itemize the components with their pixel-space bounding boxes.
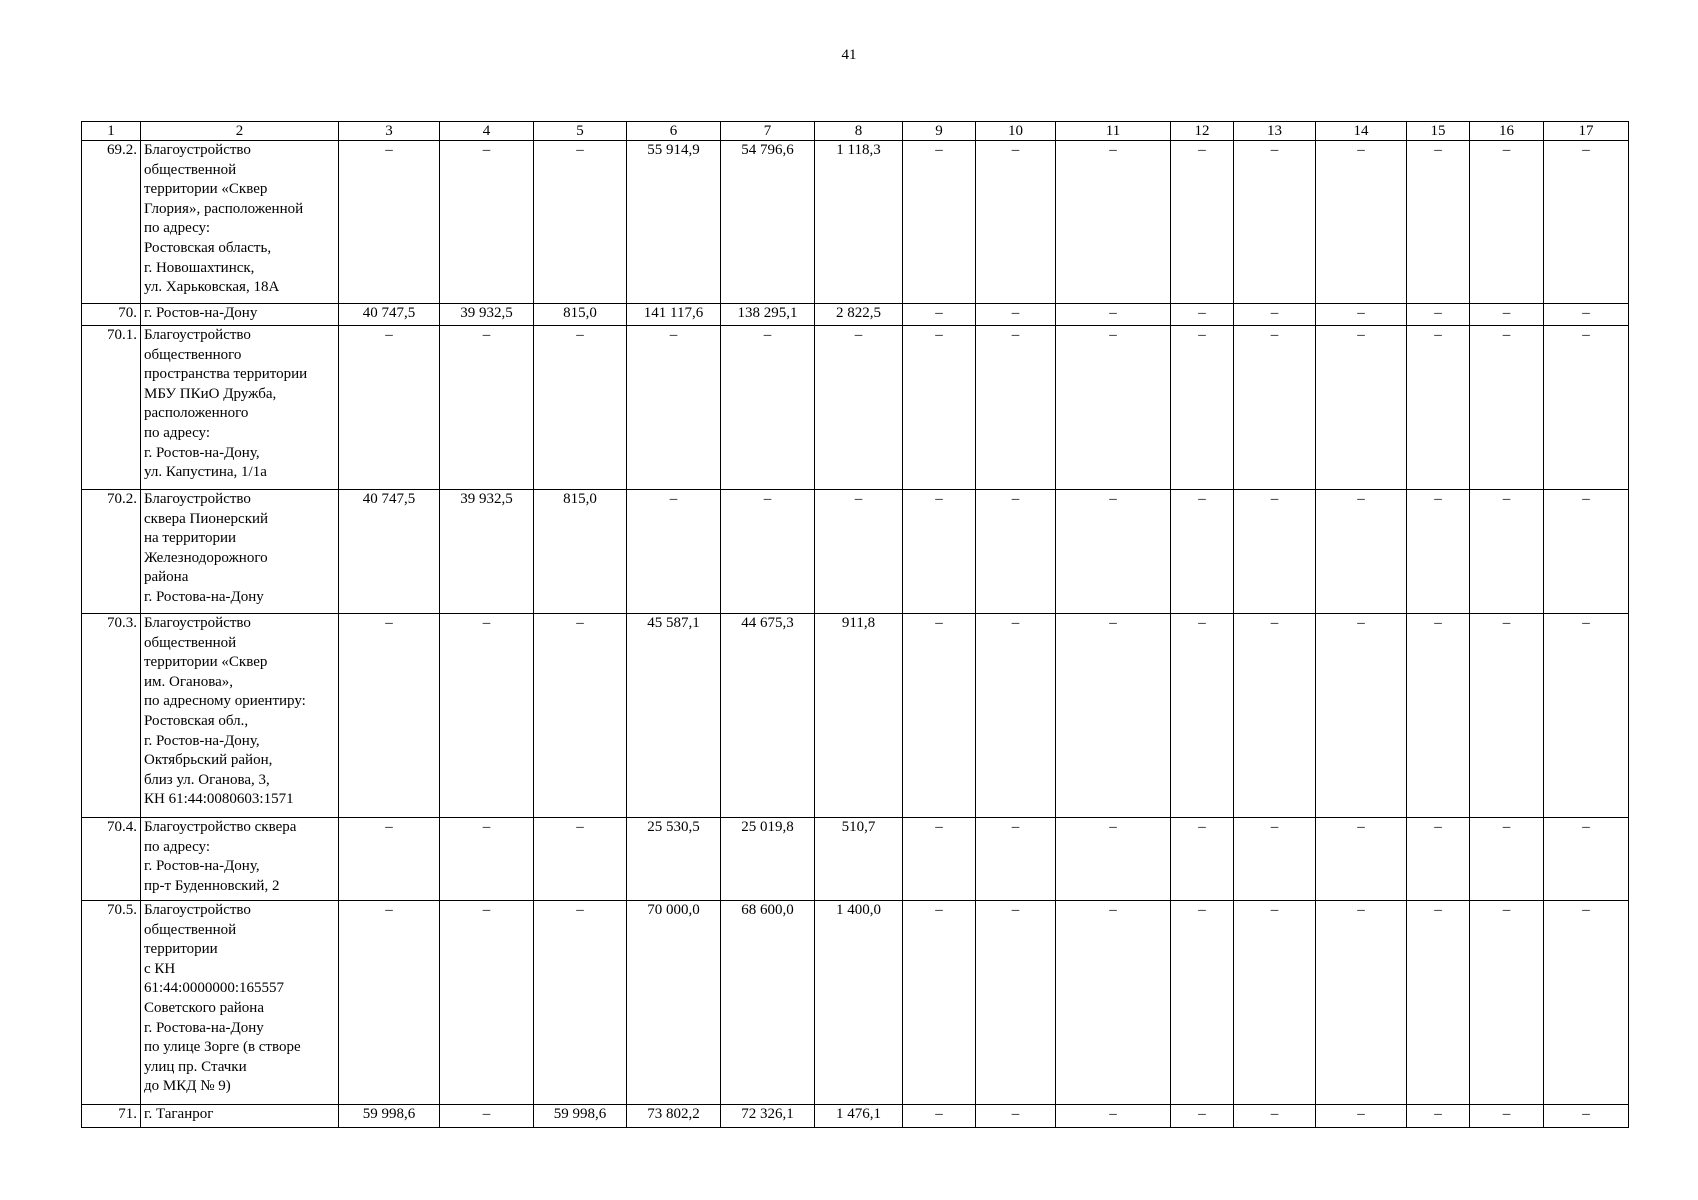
- value-cell-col-12: –: [1171, 326, 1234, 490]
- table-row: [82, 490, 1629, 614]
- table-body: [82, 141, 1629, 1128]
- row-number: 70.5.: [82, 901, 141, 1105]
- value-cell-col-14: –: [1316, 141, 1407, 304]
- row-name: Благоустройство общественной территории «Сквер им. Оганова», по адресному ориентиру: Ростовская обл., г. Ростов-на-Дону, Октябрьский район, близ ул. Оганова, 3, КН 61:44:0080603:1571: [141, 614, 339, 818]
- value-cell-col-4: –: [440, 1105, 534, 1128]
- value-cell-col-8: 911,8: [815, 614, 903, 818]
- value-cell-col-7: 25 019,8: [721, 818, 815, 901]
- value-cell-col-16: –: [1470, 141, 1544, 304]
- value-cell-col-5: –: [534, 326, 627, 490]
- value-cell-col-14: –: [1316, 614, 1407, 818]
- table-row: [82, 1105, 1629, 1128]
- value-cell-col-13: –: [1234, 818, 1316, 901]
- table-row: [82, 818, 1629, 901]
- value-cell-col-11: –: [1056, 326, 1171, 490]
- value-cell-col-14: –: [1316, 818, 1407, 901]
- value-cell-col-16: –: [1470, 326, 1544, 490]
- value-cell-col-17: –: [1544, 818, 1629, 901]
- value-cell-col-17: –: [1544, 1105, 1629, 1128]
- value-cell-col-15: –: [1407, 1105, 1470, 1128]
- value-cell-col-4: 39 932,5: [440, 304, 534, 326]
- column-header: 3: [339, 122, 440, 141]
- value-cell-col-17: –: [1544, 614, 1629, 818]
- value-cell-col-3: –: [339, 901, 440, 1105]
- value-cell-col-15: –: [1407, 901, 1470, 1105]
- value-cell-col-5: –: [534, 818, 627, 901]
- table-row: [82, 614, 1629, 818]
- row-name: Благоустройство сквера Пионерский на территории Железнодорожного района г. Ростова-на-Дону: [141, 490, 339, 614]
- column-header: 2: [141, 122, 339, 141]
- value-cell-col-13: –: [1234, 304, 1316, 326]
- value-cell-col-3: 59 998,6: [339, 1105, 440, 1128]
- value-cell-col-4: –: [440, 326, 534, 490]
- value-cell-col-8: –: [815, 490, 903, 614]
- value-cell-col-13: –: [1234, 614, 1316, 818]
- value-cell-col-12: –: [1171, 818, 1234, 901]
- value-cell-col-9: –: [903, 818, 976, 901]
- value-cell-col-3: –: [339, 614, 440, 818]
- value-cell-col-6: 73 802,2: [627, 1105, 721, 1128]
- value-cell-col-9: –: [903, 304, 976, 326]
- value-cell-col-4: 39 932,5: [440, 490, 534, 614]
- value-cell-col-8: 510,7: [815, 818, 903, 901]
- value-cell-col-6: 70 000,0: [627, 901, 721, 1105]
- value-cell-col-17: –: [1544, 141, 1629, 304]
- column-header: 6: [627, 122, 721, 141]
- value-cell-col-7: 54 796,6: [721, 141, 815, 304]
- row-number: 70.2.: [82, 490, 141, 614]
- column-number-row: [82, 122, 1629, 141]
- value-cell-col-8: 1 118,3: [815, 141, 903, 304]
- value-cell-col-16: –: [1470, 304, 1544, 326]
- budget-table: [81, 121, 1629, 1128]
- column-header: 15: [1407, 122, 1470, 141]
- column-header: 14: [1316, 122, 1407, 141]
- value-cell-col-9: –: [903, 326, 976, 490]
- value-cell-col-12: –: [1171, 901, 1234, 1105]
- value-cell-col-9: –: [903, 1105, 976, 1128]
- value-cell-col-6: 45 587,1: [627, 614, 721, 818]
- value-cell-col-15: –: [1407, 490, 1470, 614]
- value-cell-col-11: –: [1056, 1105, 1171, 1128]
- value-cell-col-16: –: [1470, 901, 1544, 1105]
- value-cell-col-14: –: [1316, 1105, 1407, 1128]
- value-cell-col-14: –: [1316, 326, 1407, 490]
- value-cell-col-15: –: [1407, 304, 1470, 326]
- row-number: 70.4.: [82, 818, 141, 901]
- page-number: 41: [841, 47, 857, 63]
- value-cell-col-6: –: [627, 326, 721, 490]
- value-cell-col-10: –: [976, 490, 1056, 614]
- value-cell-col-7: 68 600,0: [721, 901, 815, 1105]
- value-cell-col-8: –: [815, 326, 903, 490]
- value-cell-col-6: 25 530,5: [627, 818, 721, 901]
- value-cell-col-14: –: [1316, 901, 1407, 1105]
- value-cell-col-11: –: [1056, 141, 1171, 304]
- value-cell-col-11: –: [1056, 490, 1171, 614]
- value-cell-col-15: –: [1407, 326, 1470, 490]
- column-header: 7: [721, 122, 815, 141]
- value-cell-col-11: –: [1056, 818, 1171, 901]
- value-cell-col-4: –: [440, 614, 534, 818]
- value-cell-col-9: –: [903, 490, 976, 614]
- value-cell-col-7: 72 326,1: [721, 1105, 815, 1128]
- value-cell-col-4: –: [440, 141, 534, 304]
- value-cell-col-10: –: [976, 614, 1056, 818]
- value-cell-col-14: –: [1316, 490, 1407, 614]
- value-cell-col-3: 40 747,5: [339, 490, 440, 614]
- value-cell-col-17: –: [1544, 326, 1629, 490]
- row-name: Благоустройство сквера по адресу: г. Ростов-на-Дону, пр-т Буденновский, 2: [141, 818, 339, 901]
- row-name: г. Ростов-на-Дону: [141, 304, 339, 326]
- column-header: 10: [976, 122, 1056, 141]
- value-cell-col-13: –: [1234, 141, 1316, 304]
- column-header: 5: [534, 122, 627, 141]
- column-header: 8: [815, 122, 903, 141]
- value-cell-col-6: –: [627, 490, 721, 614]
- value-cell-col-7: –: [721, 326, 815, 490]
- value-cell-col-16: –: [1470, 1105, 1544, 1128]
- value-cell-col-14: –: [1316, 304, 1407, 326]
- row-number: 71.: [82, 1105, 141, 1128]
- value-cell-col-7: 44 675,3: [721, 614, 815, 818]
- column-header: 17: [1544, 122, 1629, 141]
- value-cell-col-5: –: [534, 901, 627, 1105]
- value-cell-col-15: –: [1407, 141, 1470, 304]
- value-cell-col-13: –: [1234, 326, 1316, 490]
- column-header: 12: [1171, 122, 1234, 141]
- table-row: [82, 326, 1629, 490]
- value-cell-col-13: –: [1234, 490, 1316, 614]
- value-cell-col-11: –: [1056, 614, 1171, 818]
- row-name: Благоустройство общественной территории «Сквер Глория», расположенной по адресу: Ростовская область, г. Новошахтинск, ул. Харьковская, 18А: [141, 141, 339, 304]
- value-cell-col-16: –: [1470, 490, 1544, 614]
- value-cell-col-17: –: [1544, 304, 1629, 326]
- column-header: 1: [82, 122, 141, 141]
- value-cell-col-17: –: [1544, 901, 1629, 1105]
- row-name: Благоустройство общественной территории с КН 61:44:0000000:165557 Советского района г. Ростова-на-Дону по улице Зорге (в створе улиц пр. Стачки до МКД № 9): [141, 901, 339, 1105]
- value-cell-col-9: –: [903, 614, 976, 818]
- value-cell-col-11: –: [1056, 901, 1171, 1105]
- value-cell-col-12: –: [1171, 490, 1234, 614]
- value-cell-col-15: –: [1407, 818, 1470, 901]
- value-cell-col-8: 1 476,1: [815, 1105, 903, 1128]
- value-cell-col-16: –: [1470, 818, 1544, 901]
- value-cell-col-13: –: [1234, 901, 1316, 1105]
- value-cell-col-16: –: [1470, 614, 1544, 818]
- value-cell-col-4: –: [440, 818, 534, 901]
- value-cell-col-13: –: [1234, 1105, 1316, 1128]
- value-cell-col-5: –: [534, 614, 627, 818]
- row-name: г. Таганрог: [141, 1105, 339, 1128]
- value-cell-col-10: –: [976, 304, 1056, 326]
- value-cell-col-5: 815,0: [534, 304, 627, 326]
- row-number: 70.3.: [82, 614, 141, 818]
- value-cell-col-12: –: [1171, 141, 1234, 304]
- row-number: 70.: [82, 304, 141, 326]
- value-cell-col-7: –: [721, 490, 815, 614]
- value-cell-col-3: –: [339, 141, 440, 304]
- value-cell-col-12: –: [1171, 614, 1234, 818]
- row-number: 69.2.: [82, 141, 141, 304]
- value-cell-col-3: –: [339, 818, 440, 901]
- value-cell-col-10: –: [976, 141, 1056, 304]
- table-row: [82, 141, 1629, 304]
- table-row: [82, 304, 1629, 326]
- value-cell-col-17: –: [1544, 490, 1629, 614]
- value-cell-col-7: 138 295,1: [721, 304, 815, 326]
- row-number: 70.1.: [82, 326, 141, 490]
- value-cell-col-3: –: [339, 326, 440, 490]
- value-cell-col-5: –: [534, 141, 627, 304]
- column-header: 13: [1234, 122, 1316, 141]
- value-cell-col-12: –: [1171, 1105, 1234, 1128]
- column-header: 4: [440, 122, 534, 141]
- value-cell-col-6: 141 117,6: [627, 304, 721, 326]
- column-header: 11: [1056, 122, 1171, 141]
- row-name: Благоустройство общественного пространства территории МБУ ПКиО Дружба, расположенного по адресу: г. Ростов-на-Дону, ул. Капустина, 1/1а: [141, 326, 339, 490]
- column-header: 16: [1470, 122, 1544, 141]
- value-cell-col-10: –: [976, 818, 1056, 901]
- value-cell-col-5: 59 998,6: [534, 1105, 627, 1128]
- value-cell-col-8: 2 822,5: [815, 304, 903, 326]
- value-cell-col-9: –: [903, 141, 976, 304]
- value-cell-col-3: 40 747,5: [339, 304, 440, 326]
- table-row: [82, 901, 1629, 1105]
- value-cell-col-10: –: [976, 901, 1056, 1105]
- value-cell-col-15: –: [1407, 614, 1470, 818]
- value-cell-col-10: –: [976, 326, 1056, 490]
- value-cell-col-9: –: [903, 901, 976, 1105]
- value-cell-col-5: 815,0: [534, 490, 627, 614]
- value-cell-col-10: –: [976, 1105, 1056, 1128]
- value-cell-col-12: –: [1171, 304, 1234, 326]
- value-cell-col-8: 1 400,0: [815, 901, 903, 1105]
- value-cell-col-11: –: [1056, 304, 1171, 326]
- column-header: 9: [903, 122, 976, 141]
- value-cell-col-6: 55 914,9: [627, 141, 721, 304]
- value-cell-col-4: –: [440, 901, 534, 1105]
